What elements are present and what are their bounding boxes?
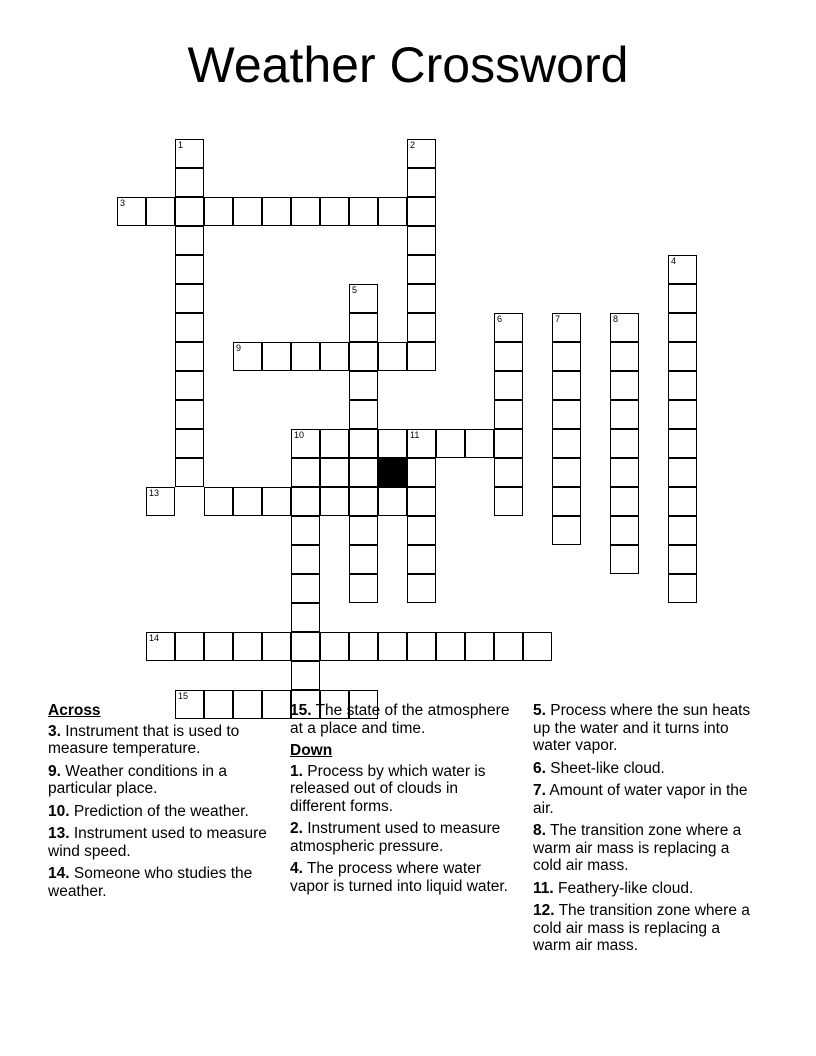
crossword-cell[interactable] [436, 632, 465, 661]
crossword-cell[interactable] [407, 342, 436, 371]
crossword-cell[interactable] [494, 400, 523, 429]
cell-number: 6 [497, 314, 503, 324]
crossword-cell[interactable] [262, 632, 291, 661]
crossword-cell[interactable] [465, 429, 494, 458]
crossword-cell[interactable] [552, 313, 581, 342]
clue-text: Process where the sun heats up the water and it turns into water vapor. [533, 702, 751, 754]
crossword-cell[interactable] [320, 429, 349, 458]
crossword-cell[interactable] [262, 487, 291, 516]
crossword-cell[interactable] [320, 632, 349, 661]
crossword-cell[interactable] [552, 400, 581, 429]
crossword-cell[interactable] [668, 458, 697, 487]
crossword-cell[interactable] [349, 400, 378, 429]
across-clue-9 [48, 763, 268, 798]
crossword-cell[interactable] [349, 487, 378, 516]
clue-number: 8. [533, 822, 546, 839]
crossword-cell[interactable] [320, 487, 349, 516]
clue-text: The transition zone where a warm air mass is replacing a cold air mass. [533, 822, 742, 874]
crossword-cell[interactable] [436, 429, 465, 458]
crossword-cell[interactable] [349, 545, 378, 574]
crossword-cell[interactable] [407, 458, 436, 487]
clue-text: Prediction of the weather. [73, 802, 249, 820]
crossword-cell[interactable] [291, 516, 320, 545]
crossword-cell[interactable] [175, 168, 204, 197]
crossword-cell[interactable] [407, 284, 436, 313]
clue-number: 7. [533, 782, 546, 799]
blocked-cell [378, 458, 407, 487]
crossword-cell[interactable] [233, 632, 262, 661]
cell-number: 2 [410, 140, 416, 150]
crossword-cell[interactable] [407, 313, 436, 342]
crossword-cell[interactable] [494, 429, 523, 458]
clue-number: 6. [533, 759, 546, 777]
crossword-cell[interactable] [610, 516, 639, 545]
crossword-cell[interactable] [146, 197, 175, 226]
crossword-cell[interactable] [610, 342, 639, 371]
down-clue-5 [533, 702, 753, 755]
crossword-cell[interactable] [610, 487, 639, 516]
cell-number: 4 [671, 256, 677, 266]
clue-text: Weather conditions in a particular place. [48, 762, 227, 797]
crossword-cell[interactable] [146, 632, 175, 661]
crossword-cell[interactable] [204, 197, 233, 226]
crossword-cell[interactable] [407, 545, 436, 574]
crossword-cell[interactable] [117, 197, 146, 226]
crossword-cell[interactable] [378, 342, 407, 371]
crossword-cell[interactable] [407, 255, 436, 284]
page-title: Weather Crossword [187, 37, 629, 93]
down-heading: Down [290, 742, 333, 759]
crossword-cell[interactable] [378, 632, 407, 661]
crossword-cell[interactable] [291, 574, 320, 603]
crossword-cell[interactable] [146, 487, 175, 516]
clue-number: 11. [533, 879, 554, 897]
crossword-cell[interactable] [610, 400, 639, 429]
crossword-cell[interactable] [291, 545, 320, 574]
clue-number: 13. [48, 825, 70, 842]
down-clue-11 [533, 880, 753, 898]
crossword-cell[interactable] [291, 458, 320, 487]
cell-number: 15 [178, 691, 189, 701]
cell-number: 7 [555, 314, 561, 324]
clues-column-3 [533, 702, 753, 960]
crossword-cell[interactable] [407, 429, 436, 458]
across-clue-14 [48, 865, 268, 900]
clue-number: 3. [48, 722, 61, 740]
crossword-cell[interactable] [494, 487, 523, 516]
crossword-cell[interactable] [175, 458, 204, 487]
down-clue-1 [290, 763, 510, 816]
crossword-cell[interactable] [407, 516, 436, 545]
crossword-cell[interactable] [378, 487, 407, 516]
down-clue-12 [533, 902, 753, 955]
crossword-cell[interactable] [291, 487, 320, 516]
down-clue-6 [533, 760, 753, 778]
crossword-cell[interactable] [204, 487, 233, 516]
clue-number: 15. [290, 702, 312, 719]
crossword-cell[interactable] [349, 632, 378, 661]
crossword-cell[interactable] [407, 139, 436, 168]
crossword-cell[interactable] [233, 487, 262, 516]
crossword-cell[interactable] [291, 197, 320, 226]
crossword-cell[interactable] [407, 632, 436, 661]
crossword-cell[interactable] [552, 516, 581, 545]
cell-number: 3 [120, 198, 126, 208]
crossword-cell[interactable] [291, 429, 320, 458]
crossword-cell[interactable] [668, 487, 697, 516]
crossword-cell[interactable] [668, 429, 697, 458]
clues-column-2 [290, 702, 510, 900]
clue-text: Sheet-like cloud. [550, 759, 665, 777]
crossword-cell[interactable] [291, 661, 320, 690]
cell-number: 14 [149, 633, 160, 643]
crossword-cell[interactable] [349, 313, 378, 342]
crossword-cell[interactable] [175, 313, 204, 342]
clue-text: The state of the atmosphere at a place and time. [290, 702, 510, 737]
clue-number: 12. [533, 902, 555, 919]
crossword-cell[interactable] [494, 342, 523, 371]
clue-text: Someone who studies the weather. [48, 865, 253, 900]
crossword-cell[interactable] [378, 197, 407, 226]
clue-text: Instrument used to measure wind speed. [48, 825, 267, 860]
down-clue-4 [290, 860, 510, 895]
crossword-cell[interactable] [552, 458, 581, 487]
across-clue-15 [290, 702, 510, 737]
crossword-cell[interactable] [552, 371, 581, 400]
crossword-cell[interactable] [610, 371, 639, 400]
clue-number: 4. [290, 860, 303, 877]
crossword-cell[interactable] [407, 168, 436, 197]
crossword-cell[interactable] [320, 197, 349, 226]
crossword-cell[interactable] [175, 632, 204, 661]
crossword-cell[interactable] [175, 284, 204, 313]
crossword-cell[interactable] [668, 545, 697, 574]
cell-number: 1 [178, 140, 184, 150]
crossword-cell[interactable] [233, 197, 262, 226]
clue-number: 2. [290, 820, 303, 837]
cell-number: 5 [352, 285, 358, 295]
cell-number: 10 [294, 430, 305, 440]
across-clue-3 [48, 723, 268, 758]
clue-text: Instrument that is used to measure temperature. [48, 722, 240, 757]
crossword-cell[interactable] [320, 342, 349, 371]
crossword-cell[interactable] [262, 197, 291, 226]
crossword-cell[interactable] [668, 255, 697, 284]
crossword-cell[interactable] [610, 545, 639, 574]
crossword-cell[interactable] [175, 429, 204, 458]
crossword-cell[interactable] [349, 284, 378, 313]
crossword-cell[interactable] [175, 400, 204, 429]
crossword-cell[interactable] [494, 632, 523, 661]
clue-number: 5. [533, 702, 546, 719]
crossword-cell[interactable] [552, 342, 581, 371]
crossword-cell[interactable] [494, 458, 523, 487]
crossword-cell[interactable] [610, 458, 639, 487]
crossword-cell[interactable] [175, 226, 204, 255]
clue-text: Instrument used to measure atmospheric pressure. [290, 820, 501, 855]
crossword-cell[interactable] [175, 139, 204, 168]
crossword-cell[interactable] [349, 574, 378, 603]
crossword-cell[interactable] [407, 487, 436, 516]
clue-text: Amount of water vapor in the air. [533, 782, 748, 817]
crossword-cell[interactable] [610, 313, 639, 342]
crossword-cell[interactable] [175, 342, 204, 371]
clue-text: Feathery-like cloud. [558, 879, 694, 897]
crossword-cell[interactable] [668, 284, 697, 313]
crossword-cell[interactable] [407, 226, 436, 255]
across-heading: Across [48, 702, 101, 719]
crossword-cell[interactable] [262, 342, 291, 371]
clue-text: The transition zone where a cold air mass is replacing a warm air mass. [533, 902, 750, 954]
clues-column-1 [48, 702, 268, 905]
crossword-cell[interactable] [291, 603, 320, 632]
crossword-cell[interactable] [320, 458, 349, 487]
crossword-cell[interactable] [494, 313, 523, 342]
cell-number: 9 [236, 343, 242, 353]
down-clue-2 [290, 820, 510, 855]
crossword-cell[interactable] [552, 429, 581, 458]
crossword-cell[interactable] [291, 342, 320, 371]
crossword-cell[interactable] [349, 371, 378, 400]
crossword-cell[interactable] [175, 371, 204, 400]
crossword-cell[interactable] [349, 458, 378, 487]
crossword-cell[interactable] [233, 342, 262, 371]
crossword-cell[interactable] [407, 197, 436, 226]
crossword-cell[interactable] [668, 371, 697, 400]
crossword-cell[interactable] [349, 516, 378, 545]
crossword-cell[interactable] [668, 400, 697, 429]
crossword-cell[interactable] [668, 574, 697, 603]
crossword-cell[interactable] [378, 429, 407, 458]
clue-number: 9. [48, 762, 61, 780]
cell-number: 8 [613, 314, 619, 324]
crossword-cell[interactable] [494, 371, 523, 400]
crossword-cell[interactable] [175, 255, 204, 284]
crossword-cell[interactable] [349, 197, 378, 226]
down-clue-8 [533, 822, 753, 875]
crossword-cell[interactable] [465, 632, 494, 661]
crossword-cell[interactable] [204, 632, 233, 661]
clue-text: The process where water vapor is turned into liquid water. [290, 860, 508, 895]
crossword-cell[interactable] [668, 516, 697, 545]
crossword-cell[interactable] [523, 632, 552, 661]
crossword-cell[interactable] [668, 342, 697, 371]
crossword-cell[interactable] [349, 342, 378, 371]
crossword-cell[interactable] [349, 429, 378, 458]
clue-number: 14. [48, 865, 70, 882]
crossword-cell[interactable] [552, 487, 581, 516]
crossword-cell[interactable] [291, 632, 320, 661]
clue-number: 1. [290, 762, 303, 780]
cell-number: 11 [410, 430, 420, 440]
down-clue-7 [533, 782, 753, 817]
across-clue-10 [48, 803, 268, 821]
clue-text: Process by which water is released out of clouds in different forms. [290, 762, 486, 815]
crossword-cell[interactable] [668, 313, 697, 342]
crossword-cell[interactable] [610, 429, 639, 458]
crossword-cell[interactable] [407, 574, 436, 603]
clue-number: 10. [48, 802, 70, 820]
cell-number: 13 [149, 488, 160, 498]
crossword-cell[interactable] [175, 197, 204, 226]
across-clue-13 [48, 825, 268, 860]
